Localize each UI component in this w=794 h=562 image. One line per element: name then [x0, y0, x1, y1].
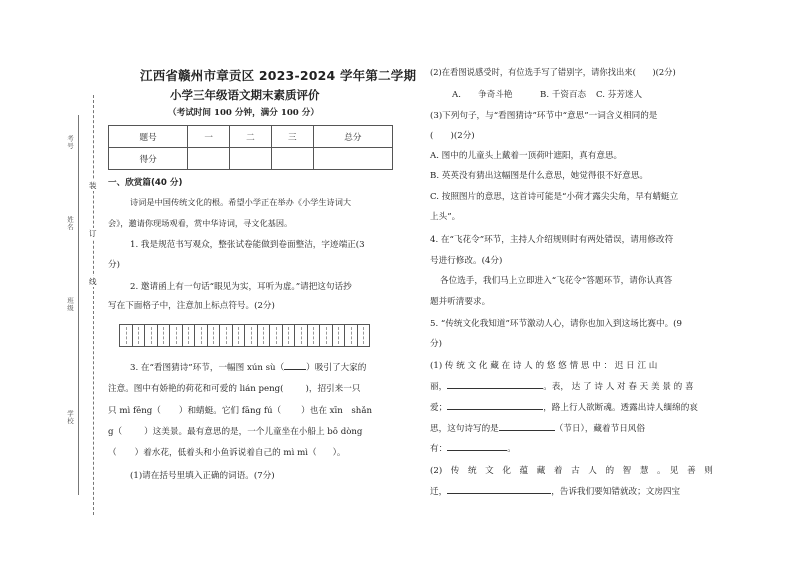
answer-blank[interactable] [499, 430, 555, 431]
binding-label-xingming: 姓名 [66, 216, 74, 231]
section1-heading: 一、欣赏篇(40 分) [108, 178, 183, 188]
binding-dashed-line [93, 95, 94, 515]
copy-writing-grid[interactable] [119, 324, 370, 347]
q3-sub3-option-c-line2: 上头”。 [430, 212, 461, 222]
binding-label-xuexiao: 学校 [66, 410, 74, 425]
exam-title-line2: 小学三年级语文期末素质评价 [170, 88, 320, 102]
q2-line2: 写在下面格子中，注意加上标点符号。(2分) [108, 301, 275, 311]
score-cell[interactable] [271, 148, 313, 170]
answer-blank[interactable] [284, 369, 306, 370]
q5-line1: 5. “传统文化我知道”环节激动人心，请你也加入到这场比赛中。(9 [430, 319, 682, 329]
q3-line2: 注意。图中有娇艳的荷花和可爱的 lián peng( )，招引来一只 [108, 384, 361, 394]
q3-line3: 只 mì fēng（ ）和蜻蜓。它们 fāng fú（ ）也在 xīn shǎn [108, 406, 372, 416]
q3-sub3-line1: (3)下列句子，与“看图猜诗”环节中“意思”一词含义相同的是 [430, 111, 658, 121]
q2-line1: 2. 邀请函上有一句话“眼见为实，耳听为虚。”请把这句话抄 [130, 282, 352, 292]
score-header-total: 总分 [313, 126, 392, 148]
score-header-tihao: 题号 [109, 126, 188, 148]
score-row-label: 得分 [109, 148, 188, 170]
intro-line1: 诗词是中国传统文化的根。希望小学正在举办《小学生诗词大 [130, 197, 352, 207]
score-table [108, 125, 393, 170]
q5-line2: 分) [430, 339, 442, 349]
q3-sub3-line2: ( )(2分) [430, 131, 475, 141]
q4-line2: 号进行修改。(4分) [430, 256, 503, 266]
q4-passage-line2: 题并听清要求。 [430, 297, 491, 307]
q5-1-line2: 丽， 。表， 达 了 诗 人 对 春 天 美 景 的 喜 [430, 382, 694, 392]
q5-1-line4: 思，这句诗写的是 （节日），藏着节日风俗 [430, 424, 645, 434]
q4-passage-line1: 各位选手，我们马上立即进入“飞花令”答题环节，请你认真答 [440, 276, 673, 286]
q3-sub2-option-b[interactable]: B. 千资百态 [540, 90, 587, 100]
q3-sub3-option-c-line1[interactable]: C. 按照图片的意思，这首诗可能是“小荷才露尖尖角，早有蜻蜓立 [430, 192, 679, 202]
q3-line4: g（ ）这美景。最有意思的是，一个儿童坐在小船上 bō dòng [108, 427, 363, 437]
q3-sub3-option-a[interactable]: A. 图中的儿童头上戴着一顶荷叶遮阳，真有意思。 [430, 151, 623, 161]
binding-ding: 订 [89, 229, 97, 238]
q5-2-line1: (2) 传 统 文 化 蕴 藏 着 古 人 的 智 慧 。 见 善 则 [430, 466, 713, 476]
answer-blank[interactable] [447, 450, 507, 451]
intro-line2: 会》，邀请你现场观看，赏中华诗词，寻文化基因。 [108, 218, 293, 228]
answer-blank[interactable] [447, 409, 543, 410]
binding-zhuang: 装 [89, 181, 97, 190]
answer-blank[interactable] [447, 388, 543, 389]
score-cell[interactable] [313, 148, 392, 170]
score-cell[interactable] [230, 148, 272, 170]
q3-sub2-option-c[interactable]: C. 芬芳迷人 [596, 90, 643, 100]
q5-1-line1: (1) 传 统 文 化 藏 在 诗 人 的 悠 悠 情 思 中 ： 迟 日 江 山 [430, 361, 658, 371]
q3-sub2: (2)在看图说感受时，有位选手写了错别字，请你找出来( )(2分) [430, 67, 676, 77]
q4-line1: 4. 在“飞花令”环节，主持人介绍规则时有两处错误，请用修改符 [430, 235, 674, 245]
q5-2-line2: 迁， ，告诉我们要知错就改；文房四宝 [430, 487, 681, 497]
q3-line5: （ ）着水花，低着头和小鱼诉说着自己的 mì mì（ ）。 [108, 448, 346, 458]
q1-line2: 分) [108, 260, 120, 270]
binding-label-kaohao: 考号 [66, 135, 74, 150]
q3-line1: 3. 在“看图猜诗”环节，一幅图 xún sù（ ）吸引了大家的 [130, 363, 367, 373]
q3-sub3-option-b[interactable]: B. 英英没有猜出这幅图是什么意思，她觉得很不好意思。 [430, 171, 649, 181]
binding-xian: 线 [89, 277, 97, 286]
q5-1-line3: 爱； ，路上行人欲断魂。透露出诗人缅绵的哀 [430, 403, 698, 413]
q1-line1: 1. 我是规范书写观众，整张试卷能做到卷面整洁，字迹端正(3 [130, 240, 365, 250]
answer-blank[interactable] [447, 493, 551, 494]
exam-info: （考试时间 100 分钟，满分 100 分） [168, 108, 319, 118]
score-cell[interactable] [188, 148, 230, 170]
q3-sub2-option-a[interactable]: A. 争奇斗艳 [452, 90, 513, 100]
exam-title-line1: 江西省赣州市章贡区 2023-2024 学年第二学期 [140, 68, 417, 83]
score-header-2: 二 [230, 126, 272, 148]
binding-solid-line [78, 115, 79, 495]
score-header-1: 一 [188, 126, 230, 148]
score-header-3: 三 [271, 126, 313, 148]
q3-sub1: (1)请在括号里填入正确的词语。(7分) [130, 471, 275, 481]
binding-label-banji: 班级 [66, 297, 74, 312]
q5-1-line5: 有： 。 [430, 444, 516, 454]
